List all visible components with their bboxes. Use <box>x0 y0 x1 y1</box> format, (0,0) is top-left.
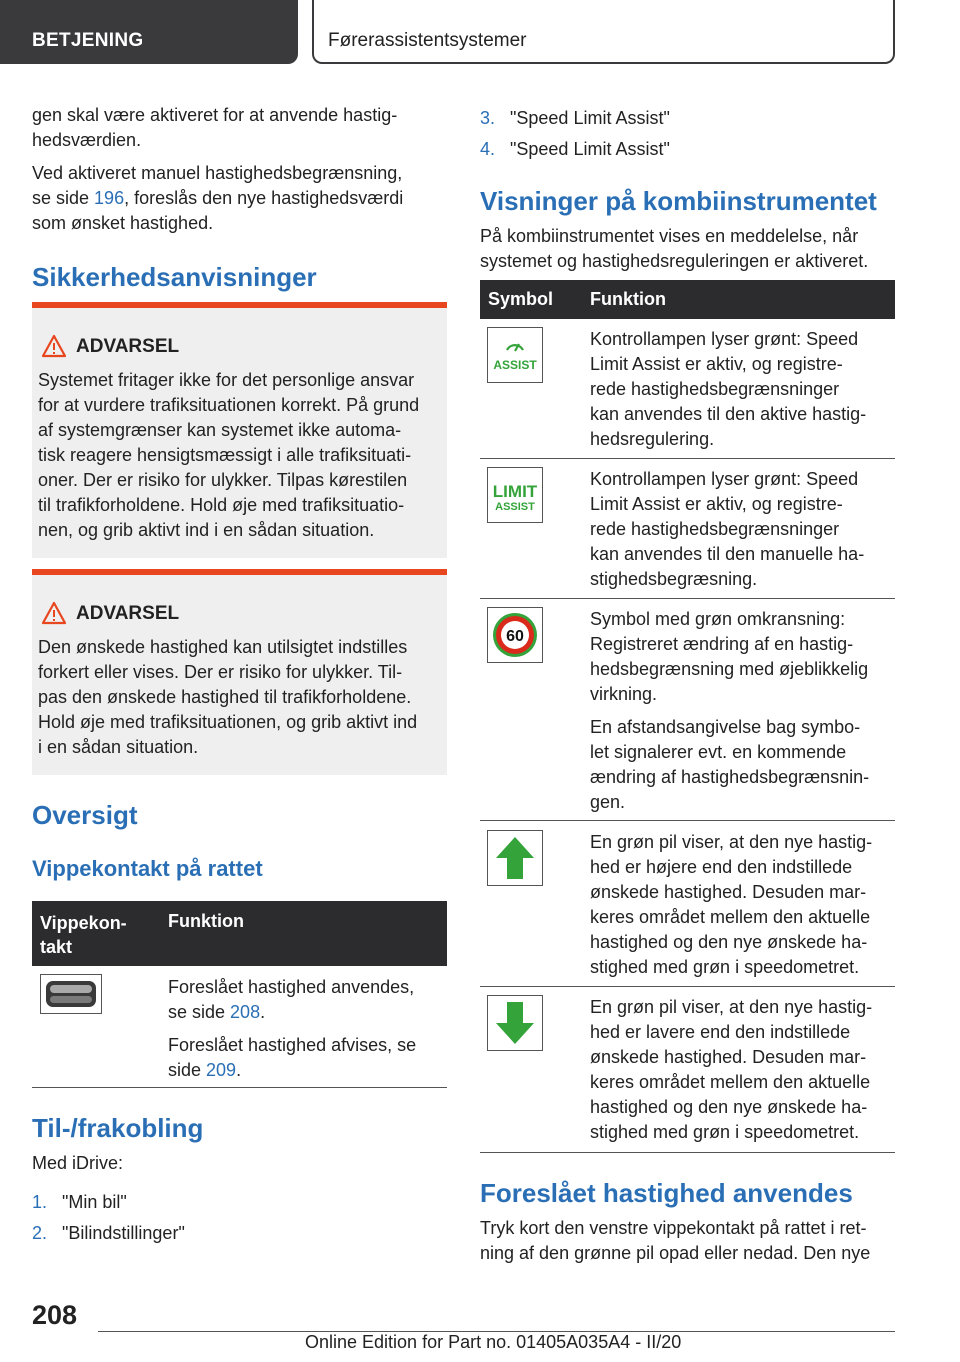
green-arrow-up-icon <box>487 830 543 886</box>
display-intro <box>480 224 895 274</box>
function-line: Limit Assist er aktiv, og registre- <box>590 494 843 514</box>
overview-heading: Oversigt <box>32 800 138 830</box>
function-line: Kontrollampen lyser grønt: Speed <box>590 469 859 489</box>
section-tab <box>0 0 298 64</box>
assist-icon-label: ASSIST <box>493 358 537 372</box>
list-item <box>480 137 895 168</box>
warning-line: pas den ønskede hastighed til trafikforholdene. <box>38 687 412 707</box>
function-line: Foreslået hastighed anvendes, <box>168 977 415 997</box>
table-divider <box>480 986 895 987</box>
warning-line: for at vurdere trafiksituationen korrekt. På grund <box>38 395 420 415</box>
step-text: "Bilindstillinger" <box>62 1223 185 1243</box>
function-line: En grøn pil viser, at den nye hastig- <box>590 997 873 1017</box>
warning-line: forkert eller vises. Der er risiko for ulykker. Til- <box>38 662 403 682</box>
list-item <box>480 106 895 137</box>
step-text: "Speed Limit Assist" <box>510 139 670 159</box>
warning-title: ADVARSEL <box>76 336 180 357</box>
function-line <box>168 1058 448 1083</box>
suggested-speed-heading: Foreslået hastighed anvendes <box>480 1178 853 1208</box>
function-line: keres området mellem den aktuelle <box>590 907 871 927</box>
warning-line: Hold øje med trafiksituationen, og grib aktivt ind <box>38 712 418 732</box>
steps-list <box>32 1190 447 1252</box>
step-number: 3. <box>480 108 496 128</box>
table-divider <box>480 820 895 821</box>
intro-line: hedsværdien. <box>32 130 142 150</box>
symbol-function-text <box>590 830 895 980</box>
function-line: Registreret ændring af en hastig- <box>590 634 854 654</box>
warning-text <box>38 635 443 760</box>
function-line: ændring af hastighedsbegrænsnin- <box>590 767 870 787</box>
function-line: rede hastighedsbegrænsninger <box>590 379 840 399</box>
paragraph-line <box>32 186 447 211</box>
paragraph-line: Tryk kort den venstre vippekontakt på rattet i ret- <box>480 1218 867 1238</box>
paragraph-line: som ønsket hastighed. <box>32 213 214 233</box>
function-line: let signalerer evt. en kommende <box>590 742 847 762</box>
assist-icon-label: ASSIST <box>495 501 535 513</box>
arrow-down-graphic <box>488 996 542 1050</box>
intro-line: gen skal være aktiveret for at anvende hastig- <box>32 105 398 125</box>
table-divider <box>480 458 895 459</box>
suggested-speed-text <box>480 1216 895 1266</box>
function-line: gen. <box>590 792 626 812</box>
function-line: kan anvendes til den manuelle ha- <box>590 544 865 564</box>
text: se side <box>168 1002 231 1022</box>
function-line: hedsbegrænsning med øjeblikkelig <box>590 659 869 679</box>
safety-heading: Sikkerhedsanvisninger <box>32 262 317 292</box>
speed-value: 60 <box>506 628 524 645</box>
function-line: stighed med grøn i speedometret. <box>590 957 860 977</box>
table-divider <box>32 1087 447 1088</box>
warning-line: af systemgrænser kan systemet ikke automa- <box>38 420 402 440</box>
list-item <box>32 1190 447 1221</box>
limit-icon-label: LIMIT <box>492 482 538 501</box>
function-line: stighedsbegræsning. <box>590 569 758 589</box>
text: side <box>168 1060 207 1080</box>
header-line: takt <box>40 937 73 957</box>
step-number: 4. <box>480 139 496 159</box>
onoff-intro: Med iDrive: <box>32 1153 124 1173</box>
function-line: Symbol med grøn omkransning: <box>590 609 846 629</box>
page-link-196[interactable]: 196 <box>94 188 125 208</box>
column-header: Symbol <box>488 289 554 309</box>
chapter-tab <box>312 0 895 64</box>
rocker-switch-icon <box>40 974 102 1014</box>
function-line <box>168 1000 448 1025</box>
column-header: Funktion <box>590 289 666 309</box>
function-line: hed er højere end den indstillede <box>590 857 853 877</box>
limit-assist-indicator-icon <box>487 467 543 523</box>
arrow-up-graphic <box>488 831 542 885</box>
function-line: virkning. <box>590 684 658 704</box>
function-line: En afstandsangivelse bag symbo- <box>590 717 861 737</box>
function-line: hastighed og den nye ønskede ha- <box>590 1097 868 1117</box>
warning-line: tisk reagere hensigtsmæssigt i alle trafiksituati- <box>38 445 412 465</box>
warning-line: til trafikforholdene. Hold øje med trafiksituatio- <box>38 495 405 515</box>
edition-note: Online Edition for Part no. 01405A035A4 - II/20 <box>305 1332 682 1352</box>
section-title: BETJENING <box>32 30 144 51</box>
warning-title: ADVARSEL <box>76 603 180 624</box>
function-line: En grøn pil viser, at den nye hastig- <box>590 832 873 852</box>
column-header <box>40 911 127 959</box>
text: se side <box>32 188 95 208</box>
warning-text <box>38 368 443 543</box>
page-number: 208 <box>32 1300 78 1330</box>
symbol-function-text <box>590 995 895 1145</box>
warning-box <box>32 569 447 775</box>
function-line: hed er lavere end den indstillede <box>590 1022 851 1042</box>
rocker-heading: Vippekontakt på rattet <box>32 856 263 881</box>
steps-list <box>480 106 895 168</box>
text: . <box>236 1060 242 1080</box>
function-line: kan anvendes til den aktive hastig- <box>590 404 867 424</box>
function-line: ønskede hastighed. Desuden mar- <box>590 1047 867 1067</box>
warning-triangle-icon <box>41 334 67 358</box>
function-line: Limit Assist er aktiv, og registre- <box>590 354 843 374</box>
function-line: hedsregulering. <box>590 429 715 449</box>
function-line: rede hastighedsbegrænsninger <box>590 519 840 539</box>
rocker-function-text <box>168 975 448 1083</box>
assist-indicator-graphic <box>488 328 542 382</box>
paragraph-line: Ved aktiveret manuel hastighedsbegrænsning, <box>32 163 403 183</box>
function-line: stighed med grøn i speedometret. <box>590 1122 860 1142</box>
paragraph-line: ning af den grønne pil opad eller nedad. Den nye <box>480 1243 871 1263</box>
symbol-table-header <box>480 280 895 319</box>
intro-paragraph <box>32 103 447 153</box>
limit-assist-graphic <box>488 468 542 522</box>
rocker-table-header <box>32 901 447 966</box>
warning-line: Systemet fritager ikke for det personlige ansvar <box>38 370 415 390</box>
header-line: Vippekon- <box>40 913 127 933</box>
page-link-208[interactable]: 208 <box>230 1002 261 1022</box>
text: , foreslås den nye hastighedsværdi <box>124 188 404 208</box>
function-line: Kontrollampen lyser grønt: Speed <box>590 329 859 349</box>
speed-limit-sign-icon <box>487 607 543 663</box>
step-text: "Speed Limit Assist" <box>510 108 670 128</box>
function-line: ønskede hastighed. Desuden mar- <box>590 882 867 902</box>
list-item <box>32 1221 447 1252</box>
assist-indicator-icon <box>487 327 543 383</box>
green-arrow-down-icon <box>487 995 543 1051</box>
step-number: 1. <box>32 1192 48 1212</box>
warning-line: i en sådan situation. <box>38 737 199 757</box>
warning-triangle-icon <box>41 601 67 625</box>
onoff-heading: Til-/frakobling <box>32 1113 204 1143</box>
text: . <box>260 1002 266 1022</box>
step-number: 2. <box>32 1223 48 1243</box>
speed-limit-graphic <box>488 608 542 662</box>
symbol-function-text <box>590 607 895 815</box>
warning-box <box>32 302 447 558</box>
paragraph-line: På kombiinstrumentet vises en meddelelse, når <box>480 226 859 246</box>
manual-limit-paragraph <box>32 161 447 236</box>
function-line: hastighed og den nye ønskede ha- <box>590 932 868 952</box>
page-link-209[interactable]: 209 <box>206 1060 237 1080</box>
column-header: Funktion <box>168 911 244 931</box>
function-line: keres området mellem den aktuelle <box>590 1072 871 1092</box>
symbol-function-text <box>590 467 895 592</box>
chapter-title: Førerassistentsystemer <box>328 30 527 51</box>
step-text: "Min bil" <box>62 1192 127 1212</box>
warning-line: Den ønskede hastighed kan utilsigtet indstilles <box>38 637 408 657</box>
paragraph-line: systemet og hastighedsreguleringen er aktiveret. <box>480 251 869 271</box>
warning-line: nen, og grib aktivt ind i en sådan situation. <box>38 520 375 540</box>
table-divider <box>480 598 895 599</box>
symbol-function-text <box>590 327 895 452</box>
table-divider <box>480 1152 895 1153</box>
warning-line: oner. Der er risiko for ulykker. Tilpas kørestilen <box>38 470 408 490</box>
function-line: Foreslået hastighed afvises, se <box>168 1035 417 1055</box>
display-heading: Visninger på kombiinstrumentet <box>480 186 877 216</box>
